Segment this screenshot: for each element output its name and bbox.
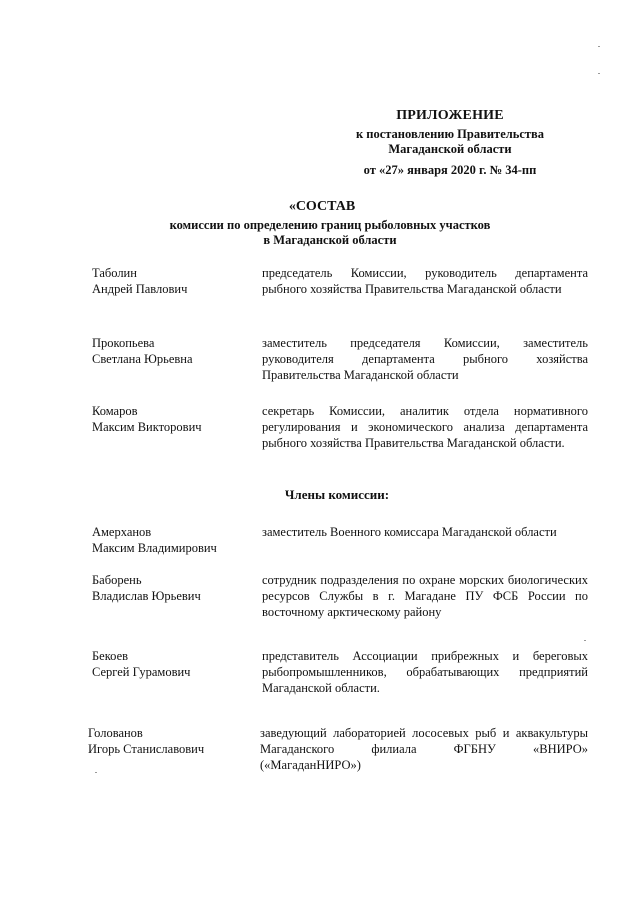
composition-title: «СОСТАВ <box>288 199 356 214</box>
scan-speck <box>598 73 600 74</box>
leadership-name: Прокопьева Светлана Юрьевна <box>92 336 193 366</box>
member-name: Баборень Владислав Юрьевич <box>92 573 201 603</box>
leadership-role: секретарь Комиссии, аналитик отдела нормативного регулирования и экономического анализа департамента рыбного хозяйства Правительства Магаданской области. <box>262 404 588 450</box>
member-name: Амерханов Максим Владимирович <box>92 525 217 555</box>
member-role: заведующий лабораторией лососевых рыб и аквакультуры Магаданского филиала ФГБНУ «ВНИРО» («МагаданНИРО») <box>260 726 588 772</box>
leadership-role: заместитель председателя Комиссии, заместитель руководителя департамента рыбного хозяйства Правительства Магаданской области <box>262 336 588 382</box>
appendix-line-2: Магаданской области <box>388 142 512 156</box>
composition-subtitle-line-1: комиссии по определению границ рыболовных участков <box>169 218 491 232</box>
appendix-line-1: к постановлению Правительства <box>355 127 545 141</box>
leadership-role: председатель Комиссии, руководитель департамента рыбного хозяйства Правительства Магаданской области <box>262 266 588 296</box>
member-role: сотрудник подразделения по охране морских биологических ресурсов Службы в г. Магадане ПУ ФСБ России по восточному арктическому району <box>262 573 588 619</box>
leadership-name: Комаров Максим Викторович <box>92 404 202 434</box>
composition-subtitle-line-2: в Магаданской области <box>263 233 397 247</box>
member-name: Бекоев Сергей Гурамович <box>92 649 191 679</box>
member-name: Голованов Игорь Станиславович <box>88 726 205 756</box>
members-heading: Члены комиссии: <box>284 487 390 502</box>
member-role: заместитель Военного комиссара Магаданской области <box>262 525 557 539</box>
appendix-date-line: от «27» января 2020 г. № 34-пп <box>363 163 537 177</box>
scan-speck <box>584 640 586 641</box>
leadership-name: Таболин Андрей Павлович <box>92 266 188 296</box>
scan-speck <box>598 46 600 47</box>
appendix-title: ПРИЛОЖЕНИЕ <box>396 108 504 123</box>
scan-speck <box>95 772 97 773</box>
member-role: представитель Ассоциации прибрежных и береговых рыбопромышленников, обрабатывающих предприятий Магаданской области. <box>262 649 588 695</box>
